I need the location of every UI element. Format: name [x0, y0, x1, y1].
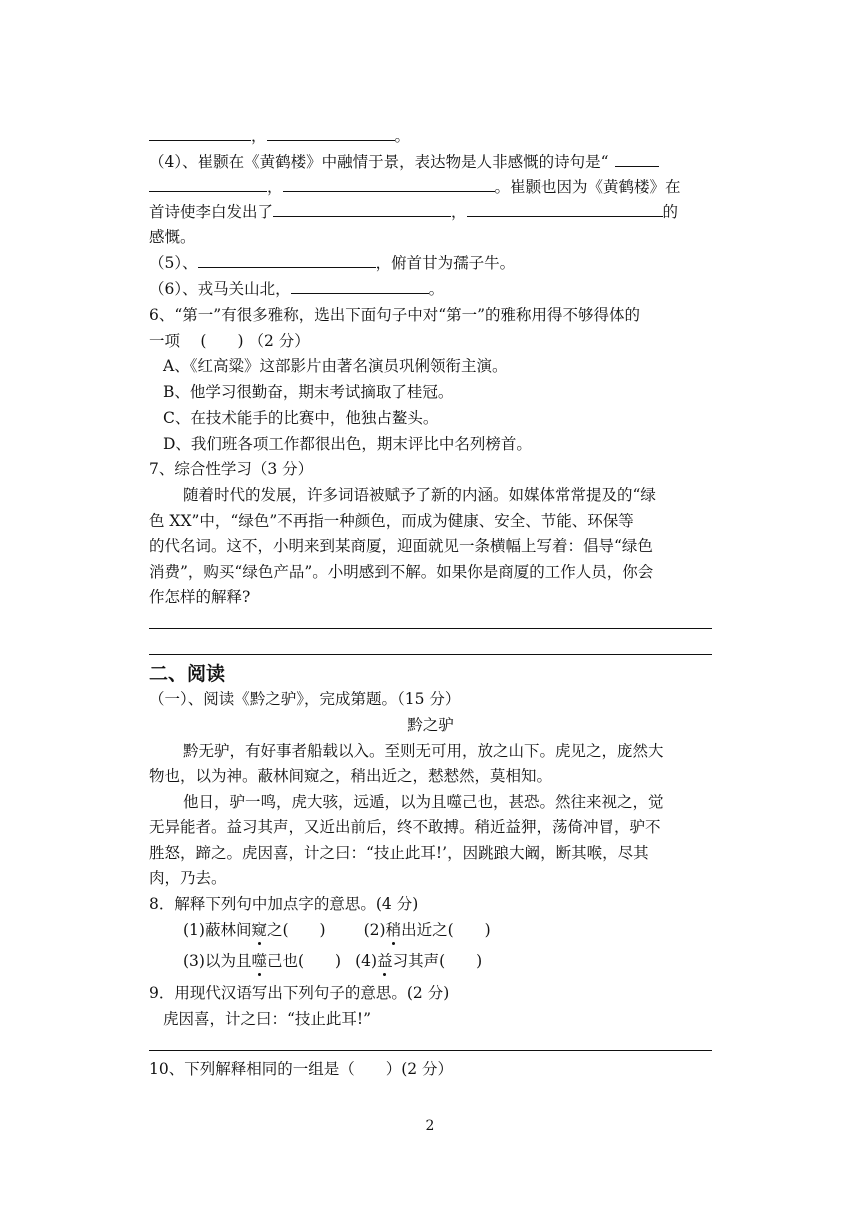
passage-title: 黔之驴 [407, 716, 454, 734]
dotted-char: 稍 [385, 921, 402, 939]
section-subheading: （一）、阅读《黔之驴》，完成第题。（15 分） [149, 690, 461, 708]
q8-title: 8．解释下列句中加点字的意思。(4 分) [149, 895, 419, 913]
page-number: 2 [425, 1118, 435, 1134]
answer-blank[interactable] [198, 253, 376, 268]
q6-option-a: A、《红高粱》这部影片由著名演员巩俐领衔主演。 [163, 357, 508, 375]
passage-line: 物也，以为神。蔽林间窥之，稍出近之，慭慭然，莫相知。 [149, 767, 553, 785]
q8-items-row-1: (1)蔽林间窥之( ) (2)稍出近之( ) [183, 921, 491, 939]
answer-blank[interactable] [291, 279, 429, 294]
q9-title: 9．用现代汉语写出下列句子的意思。(2 分) [149, 984, 450, 1002]
q7-answer-line[interactable] [149, 654, 712, 655]
question-4-line-1: （4）、崔颢在《黄鹤楼》中融情于景，表达物是人非感慨的诗句是“ [149, 152, 659, 172]
q7-para-line-4: 消费”，购买“绿色产品”。小明感到不解。如果你是商厦的工作人员，你会 [149, 563, 654, 581]
answer-blank[interactable] [283, 177, 495, 192]
question-4-line-3: 首诗使李白发出了 ， 的 [149, 203, 679, 221]
answer-blank[interactable] [267, 126, 395, 141]
q7-answer-line[interactable] [149, 628, 712, 629]
q6-option-c: C、在技术能手的比赛中，他独占鳌头。 [163, 409, 439, 427]
q7-para-line-5: 作怎样的解释? [149, 588, 251, 606]
answer-blank[interactable] [273, 202, 451, 217]
question-6-verse: （6）、戎马关山北， 。 [149, 280, 445, 298]
passage-line: 无异能者。益习其声，又近出前后，终不敢搏。稍近益狎，荡倚冲冒，驴不 [149, 818, 661, 836]
answer-blank[interactable] [467, 202, 663, 217]
q6-option-d: D、我们班各项工作都很出色，期末评比中名列榜首。 [163, 435, 532, 453]
question-5: （5）、 ，俯首甘为孺子牛。 [149, 254, 516, 272]
q7-title: 7、综合性学习（3 分） [149, 460, 314, 478]
passage-line: 他日，驴一鸣，虎大骇，远遁，以为且噬己也，甚恐。然往来视之，觉 [183, 793, 664, 811]
q9-answer-line[interactable] [149, 1050, 712, 1051]
q6-stem-line-2: 一项 ( ) （2 分） [149, 332, 310, 350]
passage-line: 肉，乃去。 [149, 869, 227, 887]
answer-blank[interactable] [149, 126, 251, 141]
answer-line-continued: ， 。 [149, 126, 410, 146]
answer-blank[interactable] [615, 152, 659, 167]
dotted-char: 窥 [251, 921, 267, 939]
passage-line: 黔无驴，有好事者船载以入。至则无可用，放之山下。虎见之，庞然大 [183, 742, 664, 760]
question-4-line-2: ， 。崔颢也因为《黄鹤楼》在 [149, 177, 681, 197]
dotted-char: 噬 [251, 952, 267, 970]
section-heading: 二、阅读 [149, 663, 226, 685]
q7-para-line-2: 色 XX”中，“绿色”不再指一种颜色，而成为健康、安全、节能、环保等 [149, 512, 634, 530]
q7-para-line-1: 随着时代的发展，许多词语被赋予了新的内涵。如媒体常常提及的“绿 [183, 486, 656, 504]
q7-para-line-3: 的代名词。这不，小明来到某商厦，迎面就见一条横幅上写着：倡导“绿色 [149, 537, 653, 555]
q6-option-b: B、他学习很勤奋，期末考试摘取了桂冠。 [163, 383, 454, 401]
q9-sentence: 虎因喜，计之曰：“技止此耳!” [163, 1010, 372, 1028]
q10-title: 10、下列解释相同的一组是（ ）(2 分） [149, 1060, 454, 1078]
question-4-line-4: 感慨。 [149, 228, 196, 246]
q8-items-row-2: (3)以为且噬己也( ) (4)益习其声( ) [183, 952, 483, 970]
q6-stem-line-1: 6、“第一”有很多雅称，选出下面句子中对“第一”的雅称用得不够得体的 [149, 306, 641, 324]
answer-blank[interactable] [149, 177, 267, 192]
dotted-char: 益 [377, 952, 393, 970]
passage-line: 胜怒，蹄之。虎因喜，计之曰：“技止此耳!’，因跳踉大阚，断其喉，尽其 [149, 844, 649, 862]
